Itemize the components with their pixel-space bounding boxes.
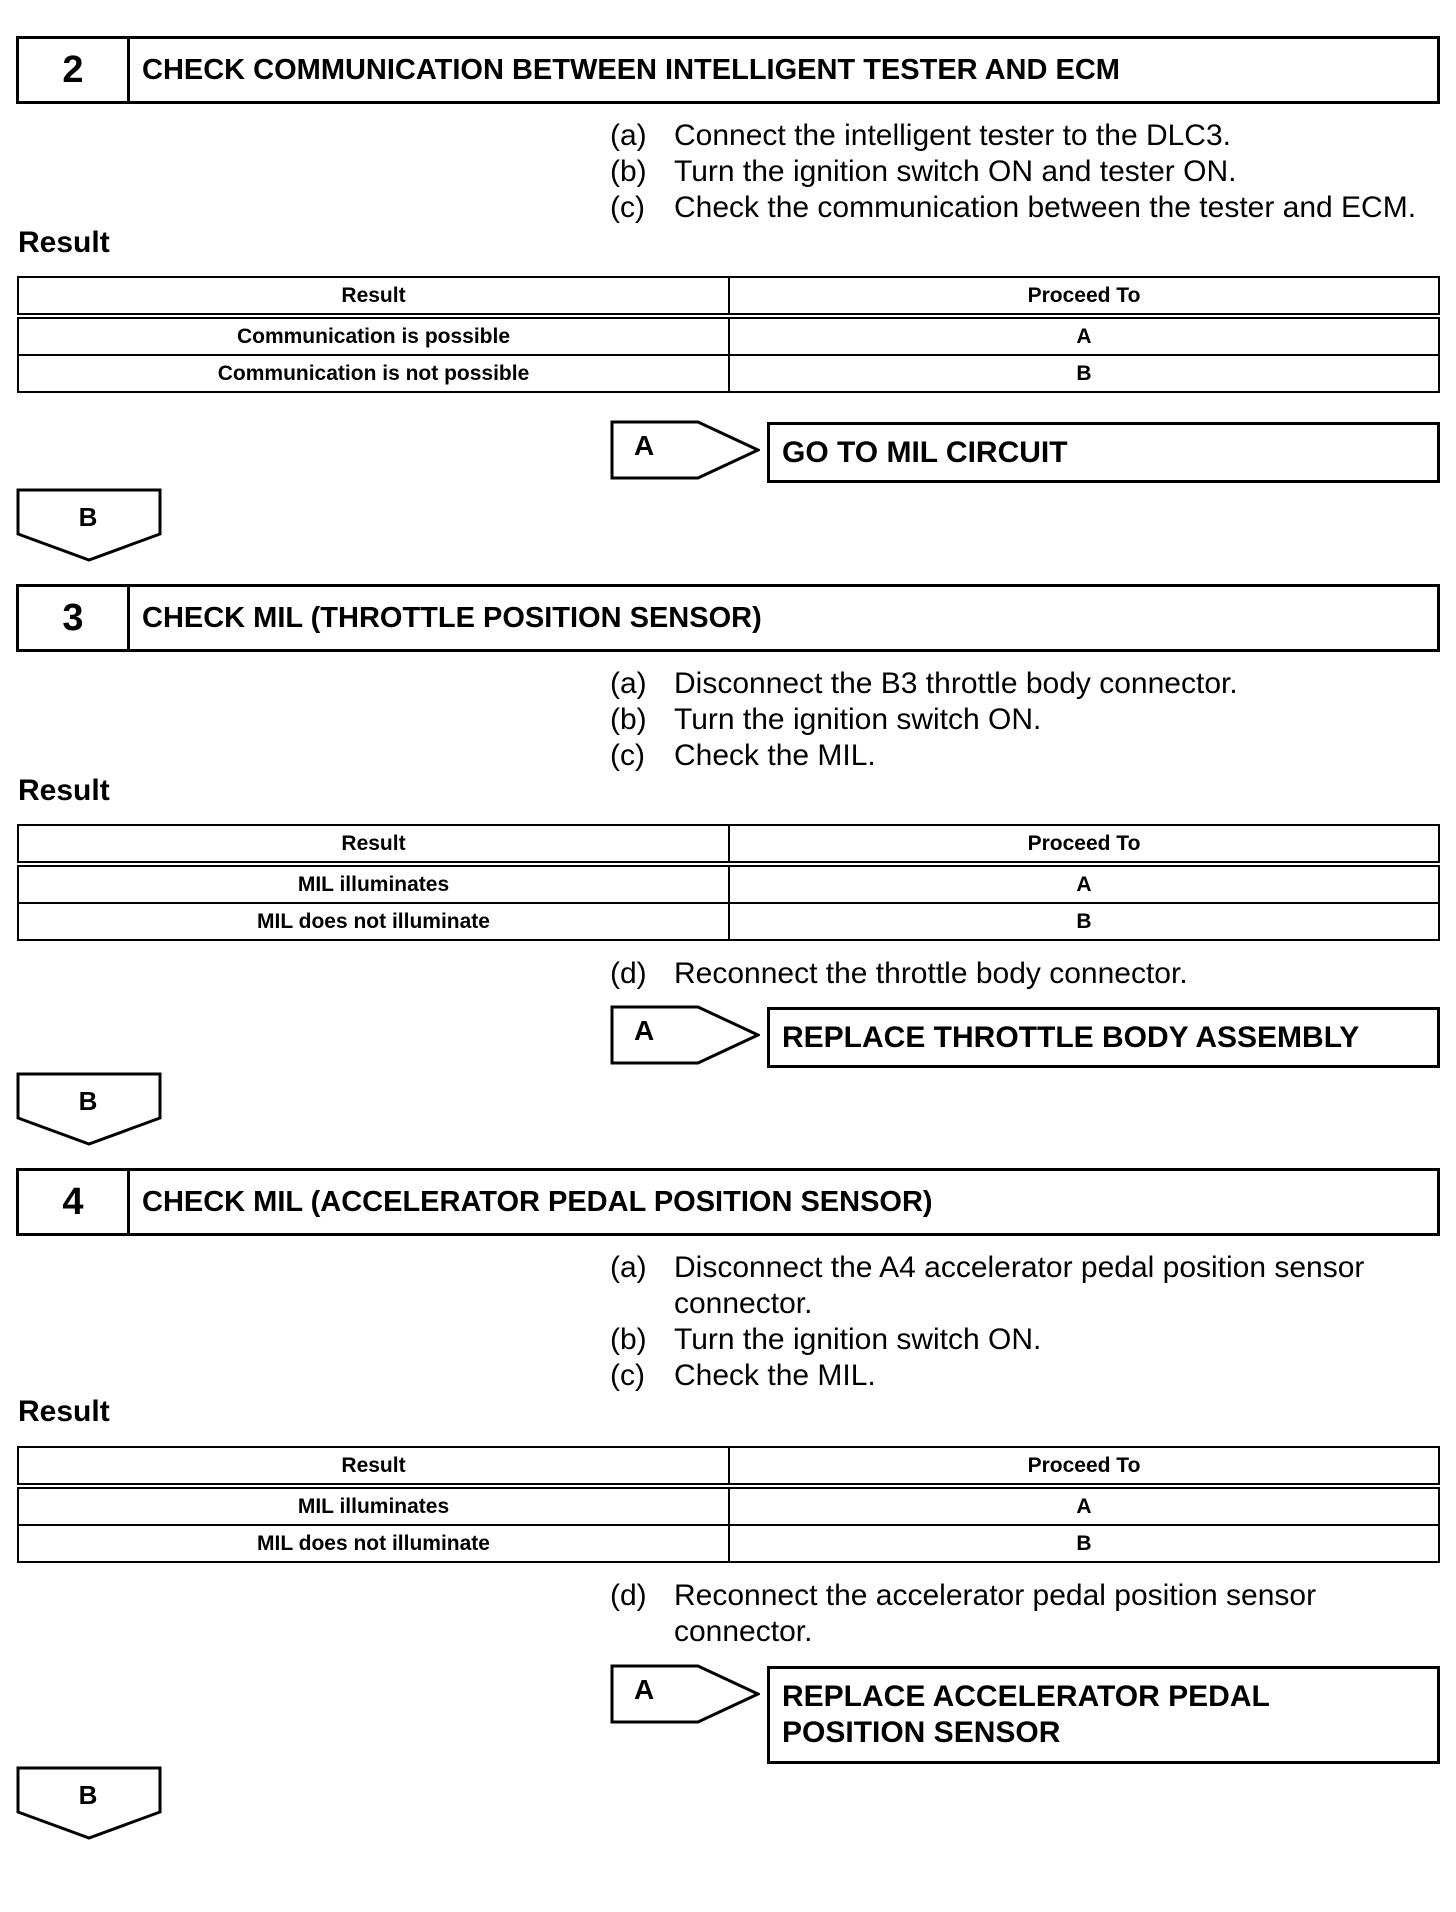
instruction-text: Disconnect the A4 accelerator pedal position sensor connector.: [674, 1251, 1365, 1320]
instruction-label: (a): [610, 119, 647, 152]
instruction-label: (c): [610, 191, 645, 224]
column-header-proceed-to: Proceed To: [729, 277, 1439, 316]
step-title: CHECK COMMUNICATION BETWEEN INTELLIGENT TESTER AND ECM: [142, 53, 1120, 86]
branch-label: B: [78, 1086, 98, 1116]
step-4-post-instruction: [610, 1578, 1450, 1650]
proceed-cell: A: [729, 864, 1439, 903]
branch-b-arrow: [16, 1766, 164, 1842]
instruction-item: [610, 702, 1450, 738]
result-cell: MIL does not illuminate: [18, 1525, 729, 1562]
step-4-instructions: [610, 1250, 1450, 1394]
instruction-text: Turn the ignition switch ON.: [674, 1323, 1042, 1356]
instruction-text: Check the communication between the tester and ECM.: [674, 191, 1417, 224]
instruction-item: [610, 190, 1450, 226]
action-box: REPLACE ACCELERATOR PEDAL POSITION SENSOR: [767, 1666, 1440, 1764]
instruction-label: (b): [610, 155, 647, 188]
instruction-text: Reconnect the throttle body connector.: [674, 957, 1188, 990]
step-3-header: [16, 584, 1440, 652]
branch-label: B: [78, 1780, 98, 1810]
result-cell: MIL illuminates: [18, 864, 729, 903]
result-table: [17, 276, 1440, 393]
instruction-label: (b): [610, 703, 647, 736]
instruction-item: [610, 118, 1450, 154]
instruction-text: Turn the ignition switch ON and tester ON.: [674, 155, 1237, 188]
branch-label: A: [634, 430, 655, 461]
instruction-label: (c): [610, 739, 645, 772]
proceed-cell: A: [729, 1486, 1439, 1525]
column-header-proceed-to: Proceed To: [729, 825, 1439, 864]
step-number: 3: [19, 587, 130, 649]
table-row: [18, 1486, 1439, 1525]
step-2-header: [16, 36, 1440, 104]
instruction-label: (d): [610, 957, 647, 990]
instruction-item: [610, 1578, 1450, 1650]
instruction-label: (d): [610, 1579, 647, 1612]
result-cell: MIL illuminates: [18, 1486, 729, 1525]
proceed-cell: B: [729, 1525, 1439, 1562]
instruction-label: (a): [610, 667, 647, 700]
result-cell: Communication is possible: [18, 316, 729, 355]
instruction-text: Check the MIL.: [674, 1359, 876, 1392]
table-row: [18, 355, 1439, 392]
branch-a-arrow: [610, 1005, 760, 1065]
column-header-result: Result: [18, 277, 729, 316]
instruction-item: [610, 666, 1450, 702]
result-cell: MIL does not illuminate: [18, 903, 729, 940]
instruction-item: [610, 1358, 1450, 1394]
instruction-item: [610, 1250, 1450, 1322]
arrow-right-icon: [610, 1664, 760, 1724]
instruction-item: [610, 154, 1450, 190]
proceed-cell: B: [729, 355, 1439, 392]
step-number: 2: [19, 39, 130, 101]
column-header-result: Result: [18, 825, 729, 864]
instruction-text: Check the MIL.: [674, 739, 876, 772]
step-4-header: [16, 1168, 1440, 1236]
step-title: CHECK MIL (ACCELERATOR PEDAL POSITION SENSOR): [142, 1185, 933, 1218]
branch-label: B: [78, 502, 98, 532]
column-header-proceed-to: Proceed To: [729, 1447, 1439, 1486]
table-header-row: [18, 277, 1439, 316]
branch-b-arrow: [16, 1072, 164, 1148]
result-heading: Result: [18, 226, 110, 259]
branch-a-arrow: [610, 1664, 760, 1724]
instruction-text: Disconnect the B3 throttle body connector.: [674, 667, 1238, 700]
table-header-row: [18, 825, 1439, 864]
result-table: [17, 824, 1440, 941]
step-3-post-instruction: [610, 956, 1450, 992]
instruction-item: [610, 738, 1450, 774]
proceed-cell: B: [729, 903, 1439, 940]
arrow-right-icon: [610, 420, 760, 480]
step-2-instructions: [610, 118, 1450, 226]
table-header-row: [18, 1447, 1439, 1486]
branch-b-arrow: [16, 488, 164, 564]
instruction-item: [610, 1322, 1450, 1358]
step-title: CHECK MIL (THROTTLE POSITION SENSOR): [142, 601, 762, 634]
instruction-text: Connect the intelligent tester to the DLC3.: [674, 119, 1231, 152]
instruction-text: Reconnect the accelerator pedal position sensor connector.: [674, 1579, 1317, 1648]
branch-label: A: [634, 1674, 655, 1705]
table-row: [18, 316, 1439, 355]
action-box: GO TO MIL CIRCUIT: [767, 422, 1440, 483]
instruction-label: (a): [610, 1251, 647, 1284]
column-header-result: Result: [18, 1447, 729, 1486]
table-row: [18, 1525, 1439, 1562]
branch-label: A: [634, 1015, 655, 1046]
step-number: 4: [19, 1171, 130, 1233]
arrow-right-icon: [610, 1005, 760, 1065]
branch-a-arrow: [610, 420, 760, 480]
instruction-label: (b): [610, 1323, 647, 1356]
proceed-cell: A: [729, 316, 1439, 355]
table-row: [18, 864, 1439, 903]
instruction-label: (c): [610, 1359, 645, 1392]
result-heading: Result: [18, 774, 110, 807]
result-cell: Communication is not possible: [18, 355, 729, 392]
result-table: [17, 1446, 1440, 1563]
result-heading: Result: [18, 1395, 110, 1428]
instruction-text: Turn the ignition switch ON.: [674, 703, 1042, 736]
step-3-instructions: [610, 666, 1450, 774]
table-row: [18, 903, 1439, 940]
action-box: REPLACE THROTTLE BODY ASSEMBLY: [767, 1007, 1440, 1068]
instruction-item: [610, 956, 1450, 992]
